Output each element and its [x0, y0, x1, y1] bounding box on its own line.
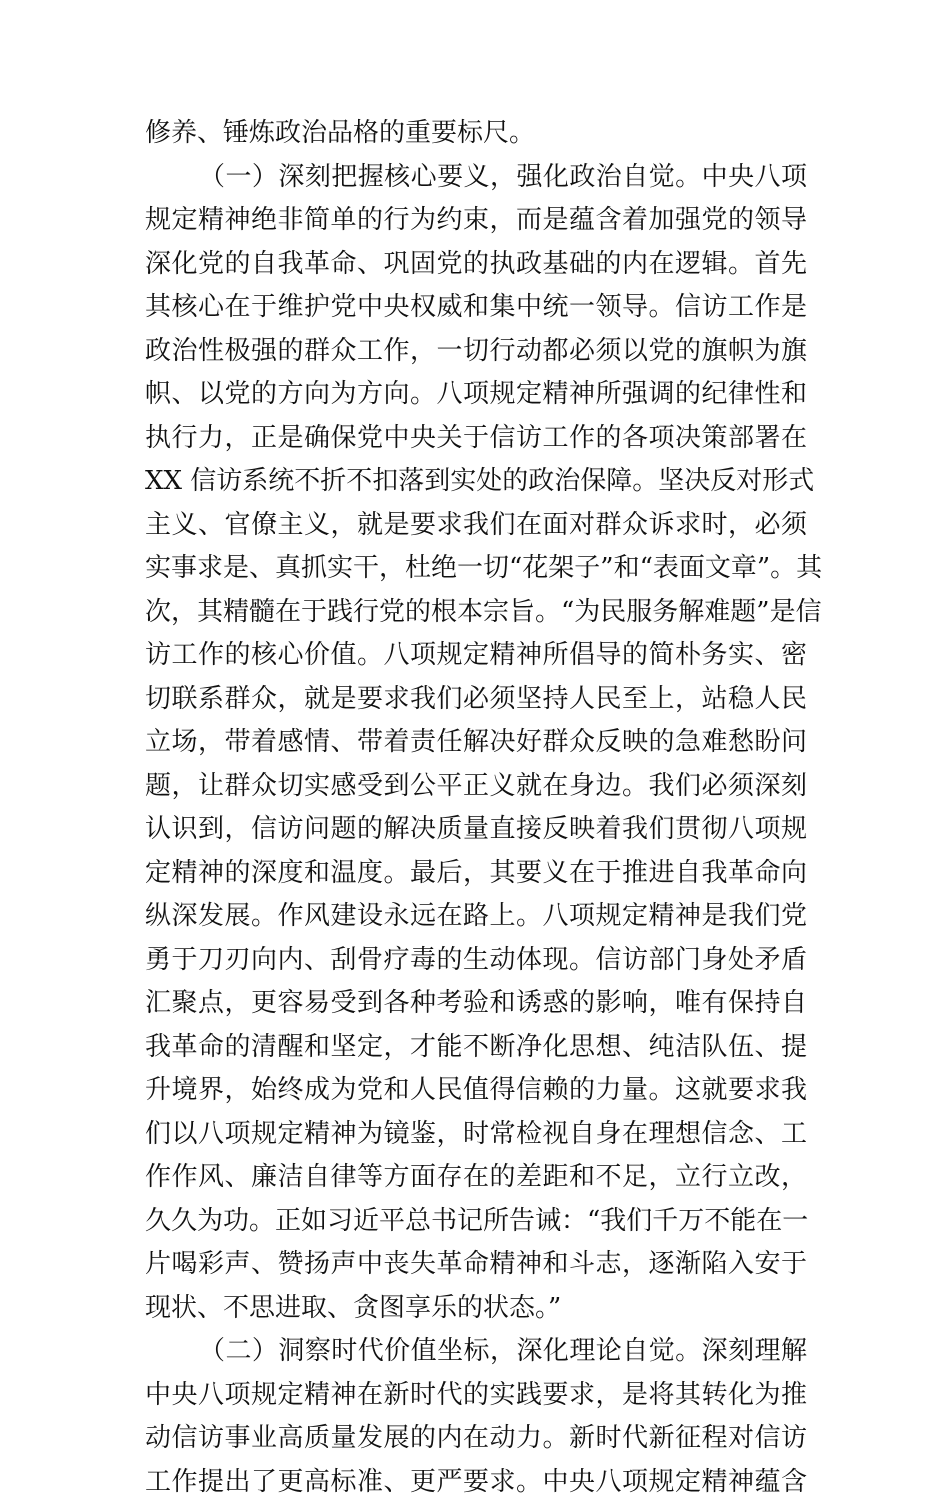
text-line: 工作提出了更高标准、更严要求。中央八项规定精神蕴含 — [145, 1461, 807, 1504]
text-line: 认识到，信访问题的解决质量直接反映着我们贯彻八项规 — [145, 808, 807, 852]
text-line: 次，其精髓在于践行党的根本宗旨。“为民服务解难题”是信 — [145, 591, 807, 635]
text-line: 其核心在于维护党中央权威和集中统一领导。信访工作是 — [145, 286, 807, 330]
text-line: 片喝彩声、赞扬声中丧失革命精神和斗志，逐渐陷入安于 — [145, 1243, 807, 1287]
text-line: 定精神的深度和温度。最后，其要义在于推进自我革命向 — [145, 852, 807, 896]
text-line: 纵深发展。作风建设永远在路上。八项规定精神是我们党 — [145, 895, 807, 939]
text-line: 规定精神绝非简单的行为约束，而是蕴含着加强党的领导 — [145, 199, 807, 243]
text-line: 帜、以党的方向为方向。八项规定精神所强调的纪律性和 — [145, 373, 807, 417]
text-line: 作作风、廉洁自律等方面存在的差距和不足，立行立改， — [145, 1156, 807, 1200]
text-line: 切联系群众，就是要求我们必须坚持人民至上，站稳人民 — [145, 678, 807, 722]
text-line: XX 信访系统不折不扣落到实处的政治保障。坚决反对形式 — [145, 460, 807, 504]
text-line: 深化党的自我革命、巩固党的执政基础的内在逻辑。首先 — [145, 243, 807, 287]
text-line: 升境界，始终成为党和人民值得信赖的力量。这就要求我 — [145, 1069, 807, 1113]
text-line: 题，让群众切实感受到公平正义就在身边。我们必须深刻 — [145, 765, 807, 809]
text-line: 们以八项规定精神为镜鉴，时常检视自身在理想信念、工 — [145, 1113, 807, 1157]
text-line: 动信访事业高质量发展的内在动力。新时代新征程对信访 — [145, 1417, 807, 1461]
body-text — [145, 112, 807, 1504]
paragraph-first-line: （一）深刻把握核心要义，强化政治自觉。中央八项 — [145, 156, 807, 200]
text-line: 主义、官僚主义，就是要求我们在面对群众诉求时，必须 — [145, 504, 807, 548]
text-line: 访工作的核心价值。八项规定精神所倡导的简朴务实、密 — [145, 634, 807, 678]
text-line: 中央八项规定精神在新时代的实践要求，是将其转化为推 — [145, 1374, 807, 1418]
text-line: 汇聚点，更容易受到各种考验和诱惑的影响，唯有保持自 — [145, 982, 807, 1026]
paragraph-first-line: （二）洞察时代价值坐标，深化理论自觉。深刻理解 — [145, 1330, 807, 1374]
text-line: 久久为功。正如习近平总书记所告诫：“我们千万不能在一 — [145, 1200, 807, 1244]
text-line: 现状、不思进取、贪图享乐的状态。” — [145, 1287, 807, 1331]
text-line: 执行力，正是确保党中央关于信访工作的各项决策部署在 — [145, 417, 807, 461]
text-line: 政治性极强的群众工作，一切行动都必须以党的旗帜为旗 — [145, 330, 807, 374]
text-line: 勇于刀刃向内、刮骨疗毒的生动体现。信访部门身处矛盾 — [145, 939, 807, 983]
text-line: 实事求是、真抓实干，杜绝一切“花架子”和“表面文章”。其 — [145, 547, 807, 591]
text-line: 修养、锤炼政治品格的重要标尺。 — [145, 112, 807, 156]
text-line: 立场，带着感情、带着责任解决好群众反映的急难愁盼问 — [145, 721, 807, 765]
text-line: 我革命的清醒和坚定，才能不断净化思想、纯洁队伍、提 — [145, 1026, 807, 1070]
